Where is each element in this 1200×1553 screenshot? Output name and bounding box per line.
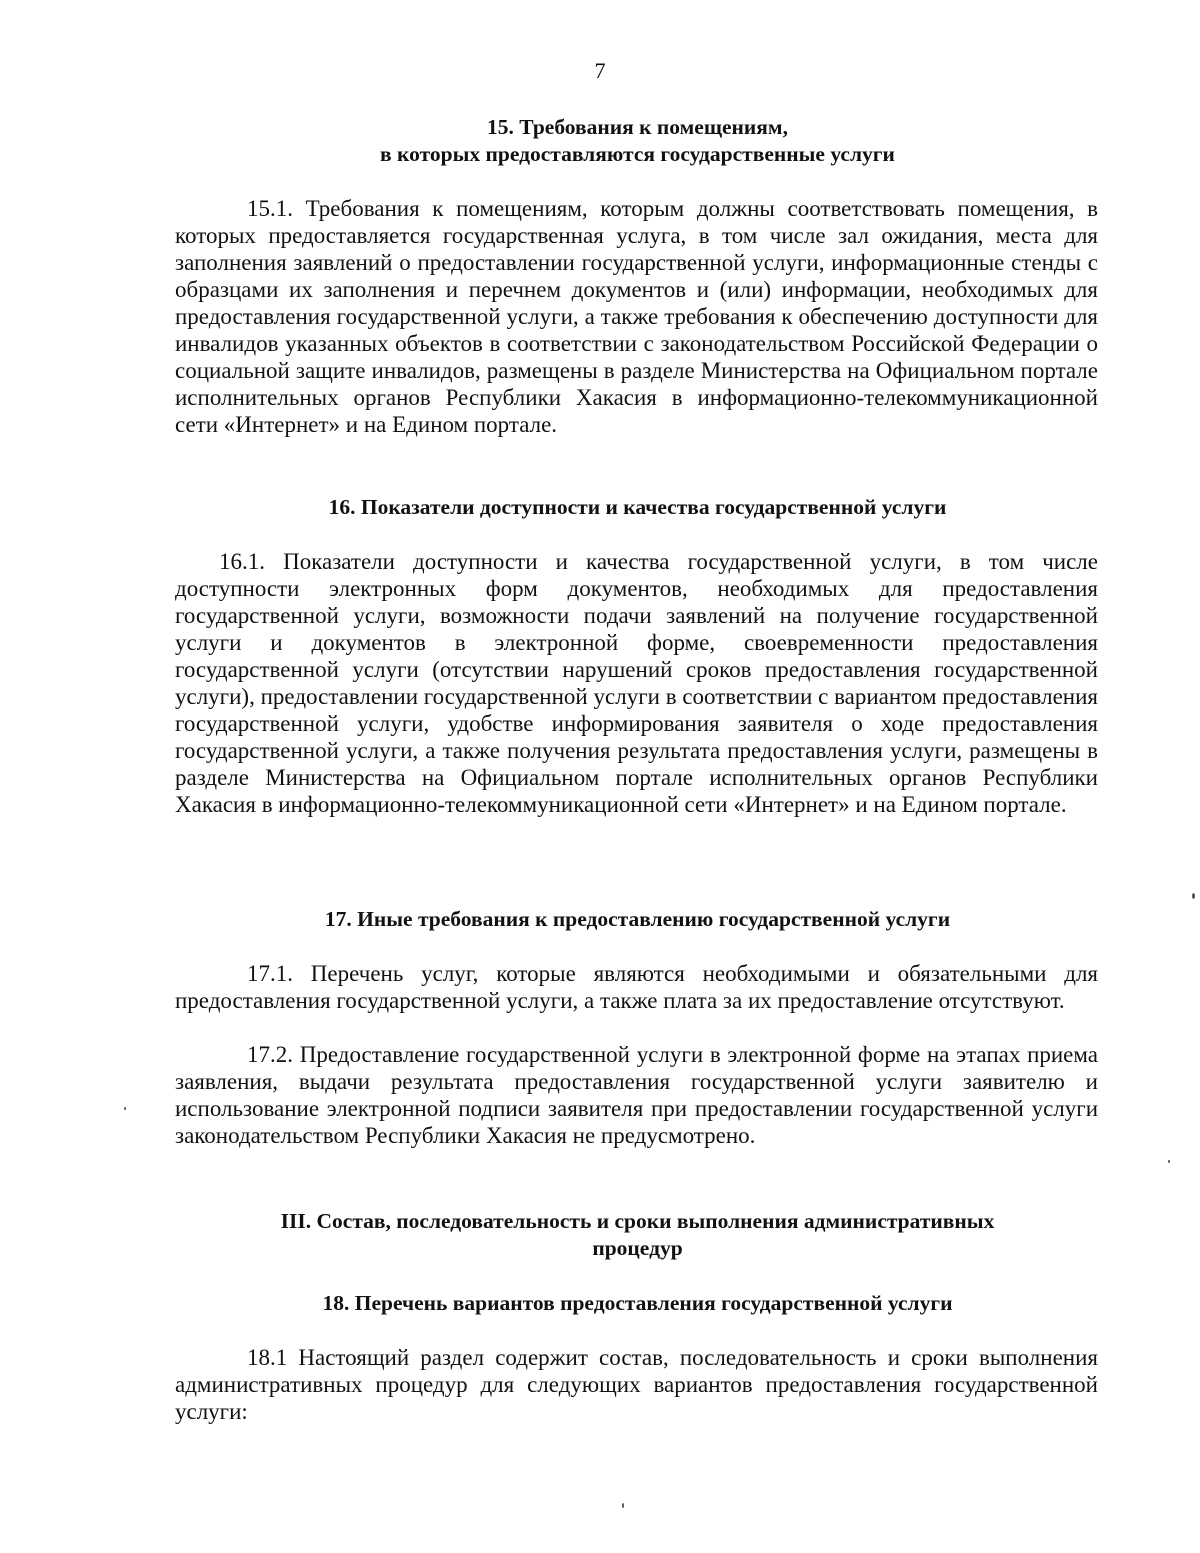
paragraph-16-1: 16.1. Показатели доступности и качества государственной услуги, в том числе доступности электронных форм документов, необходимых для предоставления государственной услуги, возможности подачи заявлений на получение государственной услуги и документов в электронной форме, своевременности предоставления государственной услуги (отсутствии нарушений сроков предоставления государственной услуги), предоставлении государственной услуги в соответствии с вариантом предоставления государственной услуги, удобстве информирования заявителя о ходе предоставления государственной услуги, а также получения результата предоставления услуги, размещены в разделе Министерства на Официальном портале исполнительных органов Республики Хакасия в информационно-телекоммуникационной сети «Интернет» и на Едином портале. [175, 549, 1098, 817]
scan-speck [124, 1107, 126, 1110]
paragraph-17-1: 17.1. Перечень услуг, которые являются необходимыми и обязательными для предоставления государственной услуги, а также плата за их предоставление отсутствуют. [175, 961, 1098, 1013]
chapter-3-heading-line1: III. Состав, последовательность и сроки выполнения административных [280, 1209, 995, 1233]
paragraph-17-2: 17.2. Предоставление государственной услуги в электронной форме на этапах приема заявления, выдачи результата предоставления государственной услуги заявителю и использование электронной подписи заявителя при предоставлении государственной услуги законодательством Республики Хакасия не предусмотрено. [175, 1042, 1098, 1148]
paragraph-15-1: 15.1. Требования к помещениям, которым должны соответствовать помещения, в которых предоставляется государственная услуга, в том числе зал ожидания, места для заполнения заявлений о предоставлении государственной услуги, информационные стенды с образцами их заполнения и перечнем документов и (или) информации, необходимых для предоставления государственной услуги, а также требования к обеспечению доступности для инвалидов указанных объектов в соответствии с законодательством Российской Федерации о социальной защите инвалидов, размещены в разделе Министерства на Официальном портале исполнительных органов Республики Хакасия в информационно-телекоммуникационной сети «Интернет» и на Едином портале. [175, 196, 1098, 437]
scan-speck [1168, 1160, 1170, 1163]
scan-speck [1192, 893, 1195, 899]
section-17-heading: 17. Иные требования к предоставлению государственной услуги [324, 907, 951, 931]
section-15-heading-line1: 15. Требования к помещениям, [487, 115, 788, 139]
paragraph-18-1: 18.1 Настоящий раздел содержит состав, последовательность и сроки выполнения административных процедур для следующих вариантов предоставления государственной услуги: [175, 1345, 1098, 1424]
page-number: 7 [594, 58, 606, 83]
section-16-heading: 16. Показатели доступности и качества государственной услуги [328, 495, 947, 519]
chapter-3-heading-line2: процедур [592, 1236, 683, 1260]
section-15-heading-line2: в которых предоставляются государственные услуги [380, 142, 895, 166]
scan-speck [622, 1503, 624, 1508]
section-18-heading: 18. Перечень вариантов предоставления государственной услуги [322, 1291, 953, 1315]
